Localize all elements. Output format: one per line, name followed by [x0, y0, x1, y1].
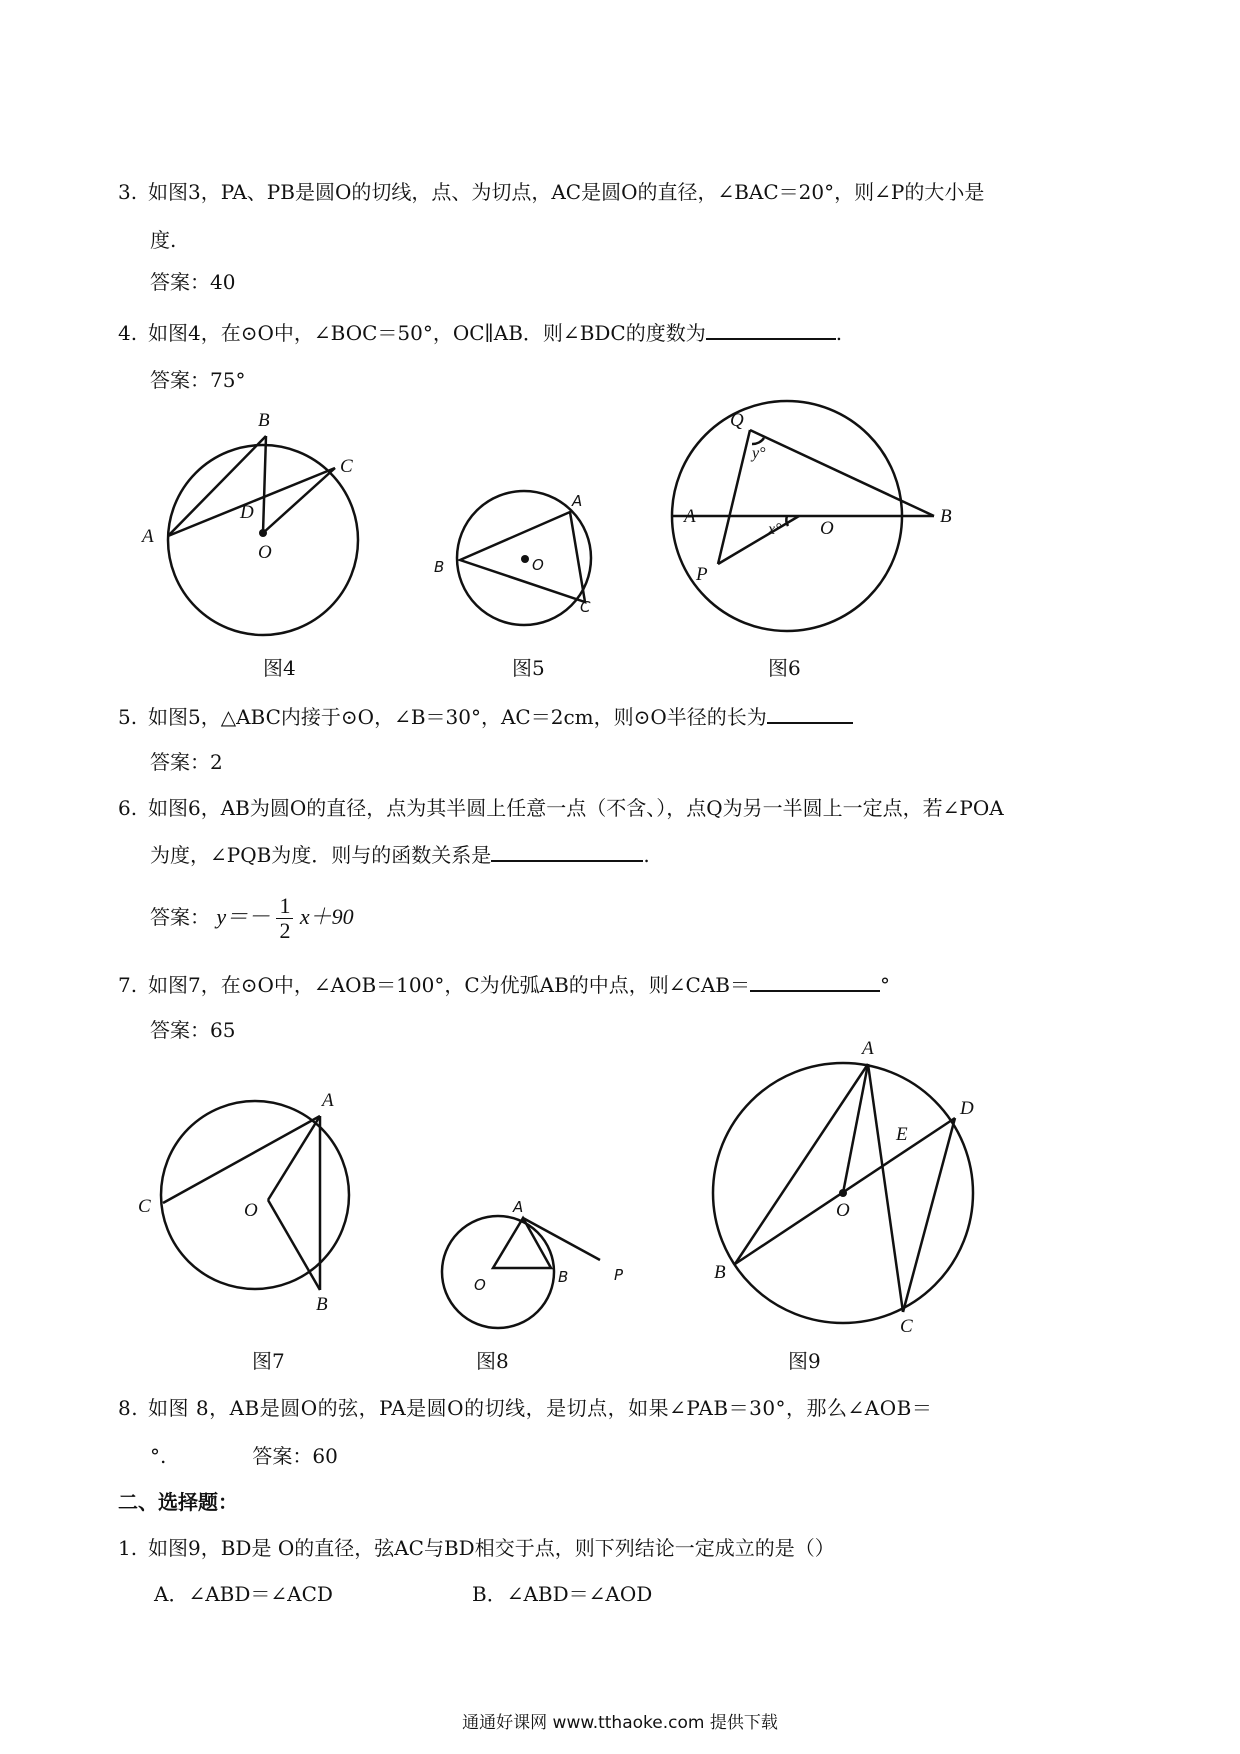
q6-fraction-denominator: 2 — [279, 918, 291, 943]
fig5-center-dot — [521, 555, 529, 563]
q7-number: 7. — [118, 973, 138, 997]
fig9-label-a: A — [862, 1038, 874, 1059]
q6-answer-rhs: x＋90 — [299, 904, 354, 929]
q3-line2: 度. — [150, 228, 177, 252]
fig6-angle-y — [752, 438, 764, 444]
fig9-chord-ac — [868, 1064, 903, 1312]
q5-answer: 答案：2 — [150, 750, 223, 774]
fig7-label-b: B — [316, 1294, 328, 1315]
fig7-label-o: O — [244, 1200, 258, 1221]
q4-answer-blank[interactable] — [706, 318, 836, 340]
fig8-label-b: B — [558, 1268, 569, 1286]
q4-number: 4. — [118, 321, 138, 345]
fig9-caption: 图9 — [788, 1349, 821, 1373]
q7-line — [118, 970, 890, 999]
q6-line1 — [118, 794, 1004, 822]
fig4-chord-bd — [263, 436, 266, 533]
fig9-center-dot — [839, 1189, 847, 1197]
fig8-label-o: O — [474, 1276, 486, 1294]
fig6-label-q: Q — [730, 410, 744, 431]
q7-end: ° — [880, 973, 890, 997]
fig8-label-a: A — [513, 1198, 524, 1216]
q5-line — [118, 702, 853, 731]
q6-answer-fraction — [276, 894, 293, 943]
q4-answer: 答案：75° — [150, 368, 246, 392]
fig9-label-o: O — [836, 1200, 850, 1221]
fig6-label-y: y° — [752, 445, 766, 462]
q6-answer-prefix: 答案： — [150, 905, 210, 929]
c1-text: 如图9，BD是 O的直径，弦AC与BD相交于点，则下列结论一定成立的是（） — [148, 1536, 835, 1560]
q3-answer: 答案：40 — [150, 270, 236, 294]
fig5-label-c: C — [580, 598, 591, 616]
fig4-caption: 图4 — [263, 656, 296, 680]
q3-line1 — [118, 178, 984, 206]
q6-line2 — [150, 840, 650, 869]
fig6-label-o: O — [820, 518, 834, 539]
q6-answer-lhs: y＝－ — [216, 904, 271, 929]
q4-text: 如图4，在⊙O中，∠BOC＝50°，OC∥AB．则∠BDC的度数为 — [148, 321, 706, 345]
c1-option-b[interactable]: B．∠ABD＝∠AOD — [472, 1582, 653, 1606]
fig6-caption: 图6 — [768, 656, 801, 680]
fig7-label-a: A — [322, 1090, 334, 1111]
q4-line — [118, 318, 842, 347]
fig9-label-d: D — [960, 1098, 974, 1119]
q6-number: 6. — [118, 796, 138, 820]
q6-end: . — [643, 843, 650, 867]
q5-number: 5. — [118, 705, 138, 729]
fig7-label-c: C — [138, 1196, 151, 1217]
fig9-label-c: C — [900, 1316, 913, 1337]
fig9-label-b: B — [714, 1262, 726, 1283]
c1-line — [118, 1534, 835, 1562]
fig4-label-d: D — [240, 502, 254, 523]
fig6-chord-qb — [750, 430, 934, 516]
figure-6 — [672, 401, 934, 631]
q4-end: . — [835, 321, 843, 345]
fig4-label-b: B — [258, 410, 270, 431]
fig4-radius-oc — [263, 468, 335, 533]
fig7-caption: 图7 — [252, 1349, 285, 1373]
fig6-angle-x — [786, 516, 788, 526]
fig9-label-e: E — [896, 1124, 908, 1145]
q6-text2: 为度，∠PQB为度．则与的函数关系是 — [150, 843, 492, 867]
fig6-chord-qp — [718, 430, 750, 564]
q5-text: 如图5，△ABC内接于⊙O，∠B＝30°，AC＝2cm，则⊙O半径的长为 — [148, 705, 767, 729]
fig4-label-c: C — [340, 456, 353, 477]
q6-fraction-numerator: 1 — [276, 894, 293, 919]
q6-answer — [150, 894, 354, 950]
fig4-label-o: O — [258, 542, 272, 563]
q7-text: 如图7，在⊙O中，∠AOB＝100°，C为优弧AB的中点，则∠CAB＝ — [148, 973, 750, 997]
q3-number: 3. — [118, 180, 138, 204]
c1-number: 1. — [118, 1536, 138, 1560]
q8-line2 — [150, 1442, 338, 1470]
fig8-caption: 图8 — [476, 1349, 509, 1373]
fig4-center-dot — [259, 529, 267, 537]
q5-answer-blank[interactable] — [767, 702, 853, 724]
section-2-title: 二、选择题： — [118, 1490, 238, 1514]
q8-number: 8. — [118, 1396, 139, 1420]
q6-text1: 如图6，AB为圆O的直径，点为其半圆上任意一点（不含、），点Q为另一半圆上一定点，若∠POA — [148, 796, 1004, 820]
figures-row-1 — [0, 400, 1240, 660]
fig6-label-b: B — [940, 506, 952, 527]
fig7-radius-oa — [268, 1116, 320, 1200]
fig4-label-a: A — [142, 526, 154, 547]
q8-text1: 如图 8，AB是圆O的弦，PA是圆O的切线，是切点，如果∠PAB＝30°，那么∠AOB＝ — [148, 1396, 933, 1420]
fig6-label-x: x° — [768, 521, 782, 538]
figure-7 — [161, 1101, 349, 1290]
q3-text: 如图3，PA、PB是圆O的切线，点、为切点，AC是圆O的直径，∠BAC＝20°，则∠P的大小是 — [148, 180, 985, 204]
footer-text: 通通好课网 www.tthaoke.com 提供下载 — [462, 1713, 778, 1733]
q8-line1 — [118, 1394, 932, 1422]
fig5-label-b: B — [434, 558, 445, 576]
q8-answer: 答案：60 — [252, 1444, 338, 1468]
figure-8 — [442, 1216, 600, 1328]
fig8-circle — [442, 1216, 554, 1328]
figures-row-2 — [0, 1040, 1240, 1340]
q7-answer: 答案：65 — [150, 1018, 236, 1042]
fig5-caption: 图5 — [512, 656, 545, 680]
q8-text2: °. — [150, 1444, 167, 1468]
fig5-label-a: A — [572, 492, 583, 510]
fig6-label-a: A — [684, 506, 696, 527]
fig8-label-p: P — [614, 1266, 624, 1284]
fig6-label-p: P — [696, 564, 708, 585]
q7-answer-blank[interactable] — [750, 970, 880, 992]
c1-option-a[interactable]: A．∠ABD＝∠ACD — [154, 1582, 333, 1606]
fig8-triangle-oab — [493, 1218, 551, 1268]
fig5-label-o: O — [532, 556, 544, 574]
q6-answer-blank[interactable] — [491, 840, 643, 862]
fig7-radius-ob — [268, 1200, 320, 1290]
